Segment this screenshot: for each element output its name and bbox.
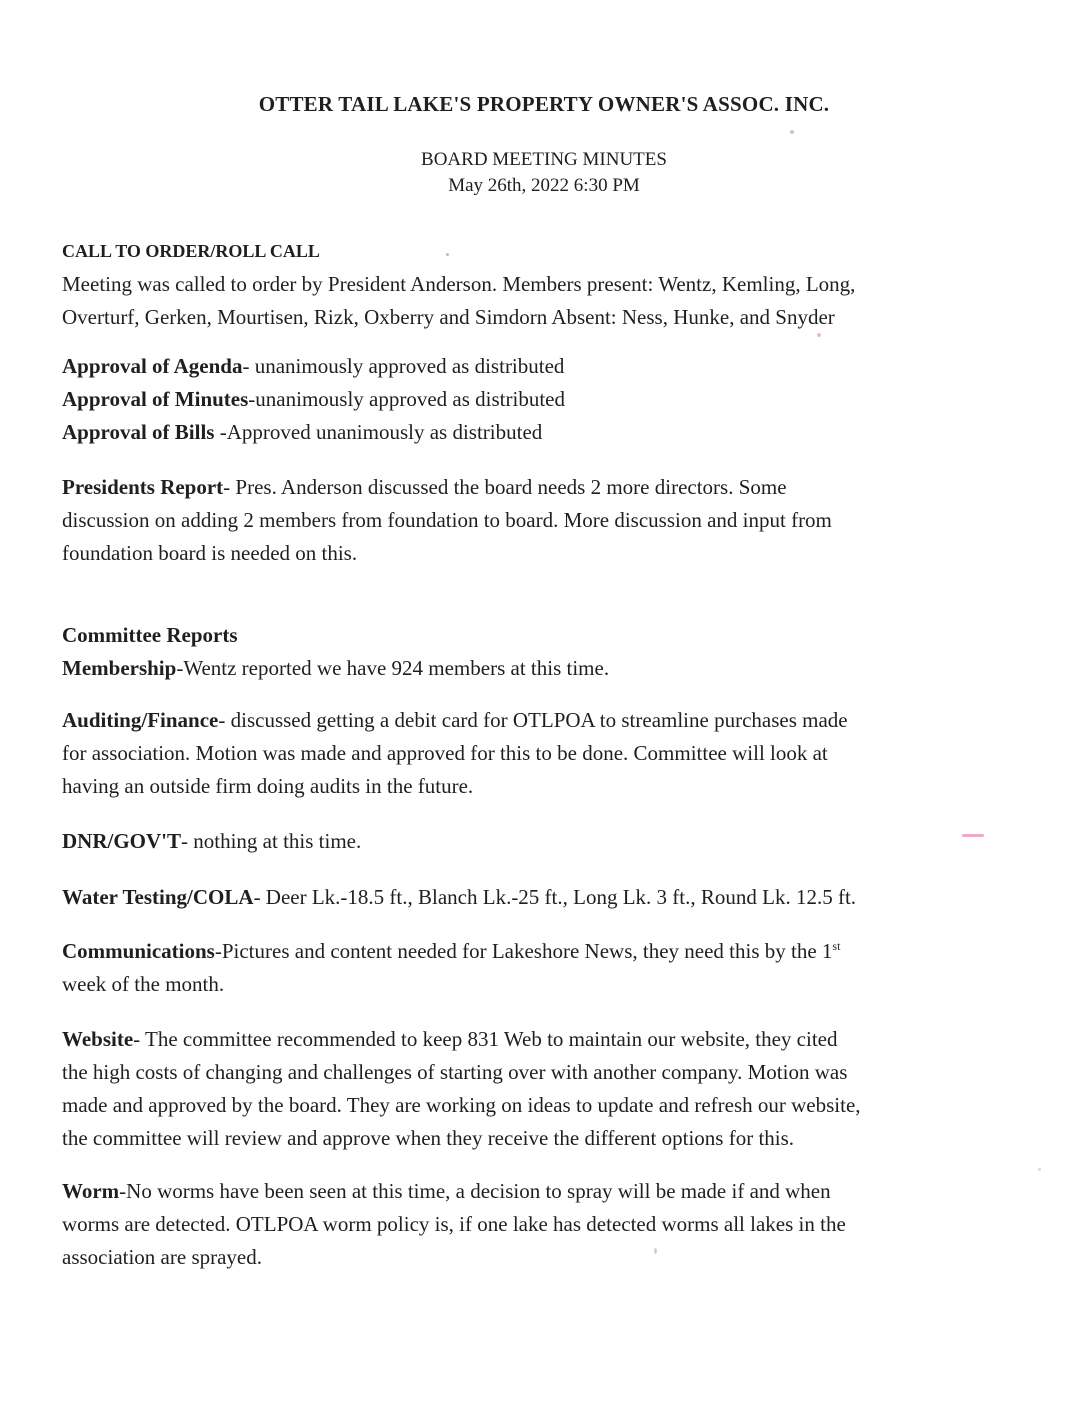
scan-speck: [817, 333, 821, 337]
scan-speck: [654, 1248, 657, 1254]
worm-text: -No worms have been seen at this time, a decision to spray will be made if and when: [119, 1179, 831, 1203]
approval-bills-text: -Approved unanimously as distributed: [214, 420, 543, 444]
scan-speck: [962, 834, 984, 837]
roll-call-heading: CALL TO ORDER/ROLL CALL: [62, 241, 320, 261]
presidents-report-section: [62, 471, 1022, 570]
water-testing-report: [62, 881, 1022, 914]
auditing-report: [62, 704, 1022, 803]
communications-text: -Pictures and content needed for Lakeshore News, they need this by the 1: [214, 939, 833, 963]
water-testing-label: Water Testing/COLA: [62, 885, 254, 909]
worm-label: Worm: [62, 1179, 120, 1203]
communications-line-2: week of the month.: [62, 972, 225, 996]
meeting-heading: [0, 147, 1088, 199]
membership-text: -Wentz reported we have 924 members at this time.: [176, 656, 610, 680]
auditing-line-2: for association. Motion was made and approved for this to be done. Committee will look at: [62, 741, 828, 765]
membership-report: [62, 652, 1022, 685]
approval-bills-label: Approval of Bills: [62, 420, 215, 444]
scan-speck: [1038, 1168, 1041, 1171]
communications-label: Communications: [62, 939, 215, 963]
roll-call-line-1: Meeting was called to order by President Anderson. Members present: Wentz, Kemling, Long,: [62, 272, 856, 296]
approvals-section: [62, 350, 1022, 449]
scan-speck: [446, 253, 449, 256]
website-text: - The committee recommended to keep 831 Web to maintain our website, they cited: [133, 1027, 838, 1051]
organization-title: OTTER TAIL LAKE'S PROPERTY OWNER'S ASSOC. INC.: [258, 92, 830, 116]
dnr-text: - nothing at this time.: [181, 829, 362, 853]
approval-minutes-label: Approval of Minutes: [62, 387, 249, 411]
approval-minutes-text: -unanimously approved as distributed: [248, 387, 565, 411]
presidents-report-line-2: discussion on adding 2 members from foundation to board. More discussion and input from: [62, 508, 832, 532]
meeting-date: May 26th, 2022 6:30 PM: [448, 175, 640, 196]
presidents-report-line-3: foundation board is needed on this.: [62, 541, 358, 565]
approval-agenda-text: - unanimously approved as distributed: [242, 354, 565, 378]
communications-report: [62, 935, 1022, 1001]
auditing-line-3: having an outside firm doing audits in the future.: [62, 774, 474, 798]
communications-superscript: st: [832, 939, 841, 953]
approval-agenda-label: Approval of Agenda: [62, 354, 243, 378]
website-line-1: [62, 1023, 1022, 1056]
auditing-text: - discussed getting a debit card for OTLPOA to streamline purchases made: [218, 708, 848, 732]
website-line-3: made and approved by the board. They are working on ideas to update and refresh our website,: [62, 1093, 861, 1117]
worm-line-1: [62, 1175, 1022, 1208]
committee-reports-heading: Committee Reports: [62, 623, 238, 647]
scan-speck: [790, 130, 794, 134]
minutes-title: BOARD MEETING MINUTES: [421, 149, 667, 170]
water-testing-text: - Deer Lk.-18.5 ft., Blanch Lk.-25 ft., Long Lk. 3 ft., Round Lk. 12.5 ft.: [253, 885, 857, 909]
presidents-report-text: - Pres. Anderson discussed the board needs 2 more directors. Some: [223, 475, 787, 499]
dnr-report: [62, 825, 1022, 858]
worm-report: [62, 1175, 1022, 1274]
presidents-report-label: Presidents Report: [62, 475, 224, 499]
website-label: Website: [62, 1027, 134, 1051]
membership-label: Membership: [62, 656, 177, 680]
website-report: [62, 1023, 1022, 1155]
approval-bills: [62, 416, 1022, 449]
communications-line-1: [62, 935, 1022, 968]
worm-line-3: association are sprayed.: [62, 1245, 263, 1269]
auditing-label: Auditing/Finance: [62, 708, 219, 732]
auditing-line-1: [62, 704, 1022, 737]
website-line-2: the high costs of changing and challenges of starting over with another company. Motion was: [62, 1060, 848, 1084]
website-line-4: the committee will review and approve when they receive the different options for this.: [62, 1126, 795, 1150]
committee-reports-section: [62, 619, 1022, 685]
approval-minutes: [62, 383, 1022, 416]
worm-line-2: worms are detected. OTLPOA worm policy is, if one lake has detected worms all lakes in the: [62, 1212, 846, 1236]
approval-agenda: [62, 350, 1022, 383]
roll-call-section: [62, 238, 1022, 334]
presidents-report-line-1: [62, 471, 1022, 504]
dnr-label: DNR/GOV'T: [62, 829, 182, 853]
roll-call-line-2: Overturf, Gerken, Mourtisen, Rizk, Oxberry and Simdorn Absent: Ness, Hunke, and Snyder: [62, 305, 835, 329]
